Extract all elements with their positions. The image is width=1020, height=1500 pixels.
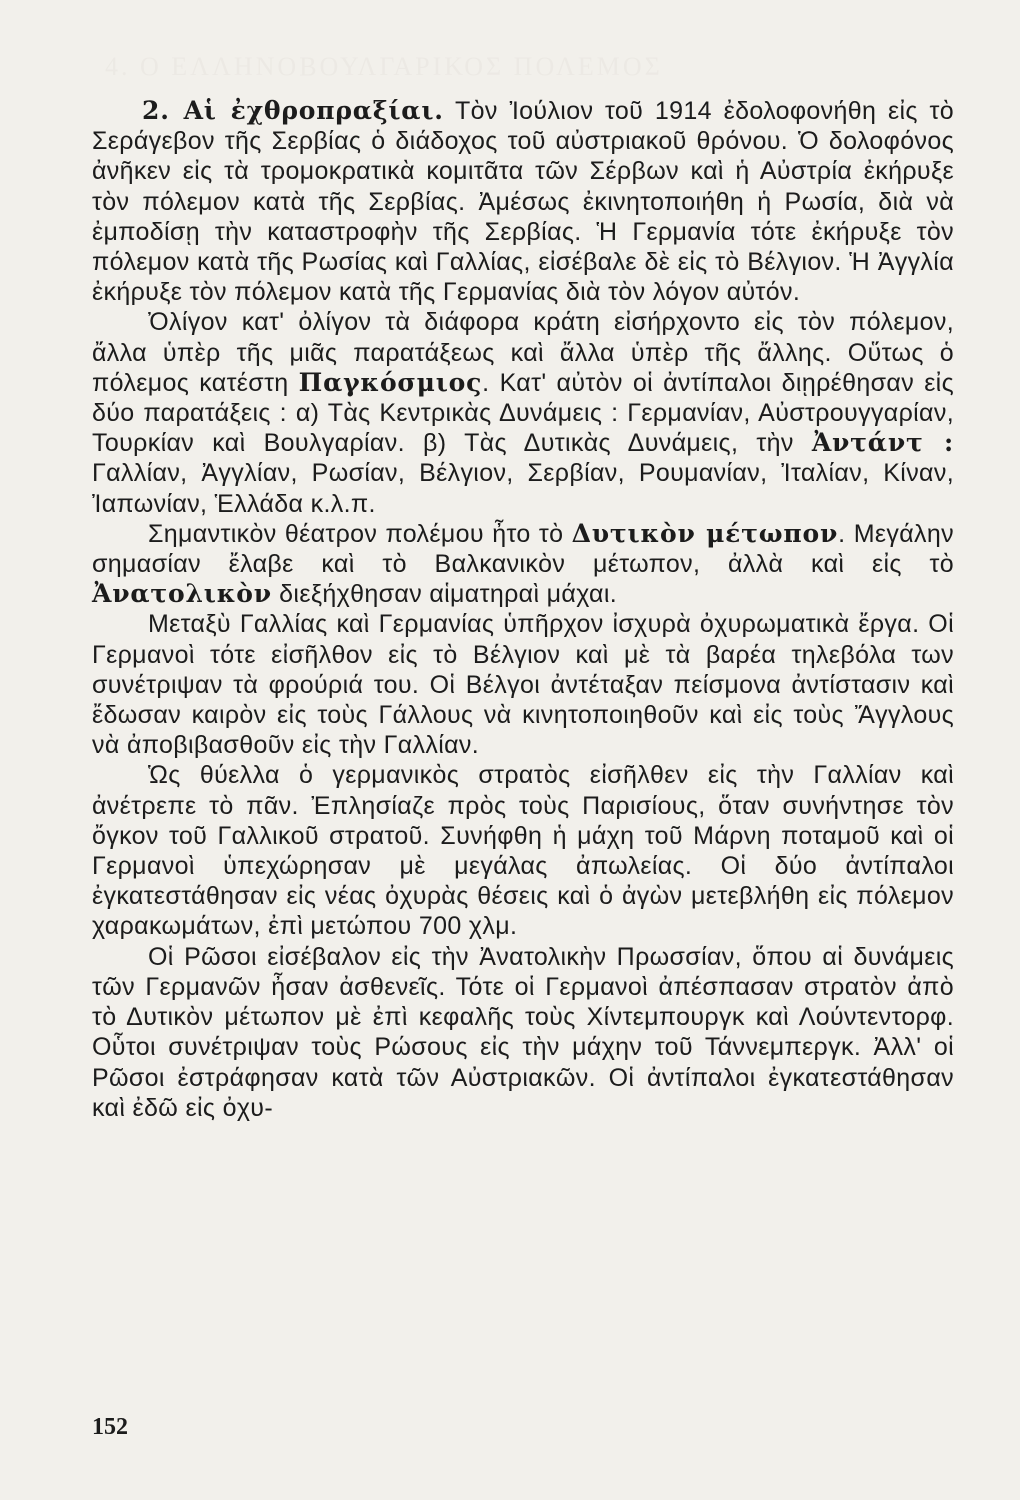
page-body [92, 96, 954, 1123]
paragraph-text: . Κατ' αὐτὸν οἱ ἀντίπαλοι διῃρέθησαν εἰς δύο παρατάξεις : α) Τὰς Κεντρικὰς Δυνάμεις : Γερμανίαν, Αὐστρουγγαρίαν, Τουρκίαν καὶ Βουλγαρίαν. β) Τὰς Δυτικὰς Δυνάμεις, τὴν [92, 368, 954, 458]
paragraph [92, 760, 954, 941]
bold-term: Παγκόσμιος [298, 367, 483, 397]
paragraph-text: Μεταξὺ Γαλλίας καὶ Γερμανίας ὑπῆρχον ἰσχυρὰ ὀχυρωματικὰ ἔργα. Οἱ Γερμανοὶ τότε εἰσῆλθον εἰς τὸ Βέλγιον καὶ μὲ τὰ βαρέα τηλεβόλα των συνέτριψαν τὰ φρούριά του. Οἱ Βέλγοι ἀντέταξαν πείσμονα ἀντίστασιν καὶ ἔδωσαν καιρὸν εἰς τοὺς Γάλλους νὰ κινητοποιηθοῦν καὶ εἰς τοὺς Ἄγγλους νὰ ἀποβιβασθοῦν εἰς τὴν Γαλλίαν. [92, 610, 954, 760]
paragraph-text: Ὀλίγον κατ' ὀλίγον τὰ διάφορα κράτη εἰσήρχοντο εἰς τὸν πόλεμον, ἄλλα ὑπὲρ τῆς μιᾶς παρατάξεως καὶ ἄλλα ὑπὲρ τῆς ἄλλης. Οὕτως ὁ πόλεμος κατέστη [92, 308, 954, 397]
paragraph [92, 609, 954, 760]
bold-term: Δυτικὸν μέτωπον [571, 518, 839, 548]
bold-term: Ἀνατολικὸν [92, 579, 272, 609]
page-number: 152 [92, 1414, 128, 1440]
paragraph [92, 519, 954, 610]
paragraph-text: Γαλλίαν, Ἀγγλίαν, Ρωσίαν, Βέλγιον, Σερβίαν, Ρουμανίαν, Ἰταλίαν, Κίναν, Ἰαπωνίαν, Ἑλλάδα κ.λ.π. [92, 459, 954, 518]
bleed-through-heading: 4. Ο ΕΛΛΗΝΟΒΟΥΛΓΑΡΙΚΟΣ ΠΟΛΕΜΟΣ [105, 52, 663, 81]
paragraph [92, 96, 954, 307]
paragraph [92, 307, 954, 518]
bold-term: Ἀντάντ : [811, 428, 954, 458]
paragraph-text: Τὸν Ἰούλιον τοῦ 1914 ἐδολοφονήθη εἰς τὸ Σεράγεβον τῆς Σερβίας ὁ διάδοχος τοῦ αὐστριακοῦ θρόνου. Ὁ δολοφόνος ἀνῆκεν εἰς τὰ τρομοκρατικὰ κομιτᾶτα τῶν Σέρβων καὶ ἡ Αὐστρία ἐκήρυξε τὸν πόλεμον κατὰ τῆς Σερβίας. Ἀμέσως ἐκινητοποιήθη ἡ Ρωσία, διὰ νὰ ἐμποδίσῃ τὴν καταστροφὴν τῆς Σερβίας. Ἡ Γερμανία τότε ἐκήρυξε τὸν πόλεμον κατὰ τῆς Ρωσίας καὶ Γαλλίας, εἰσέβαλε δὲ εἰς τὸ Βέλγιον. Ἡ Ἀγγλία ἐκήρυξε τὸν πόλεμον κατὰ τῆς Γερμανίας διὰ τὸν λόγον αὐτόν. [92, 97, 954, 307]
paragraph-text: Οἱ Ρῶσοι εἰσέβαλον εἰς τὴν Ἀνατολικὴν Πρωσσίαν, ὅπου αἱ δυνάμεις τῶν Γερμανῶν ἦσαν ἀσθενεῖς. Τότε οἱ Γερμανοὶ ἀπέσπασαν στρατὸν ἀπὸ τὸ Δυτικὸν μέτωπον μὲ ἐπὶ κεφαλῆς τοὺς Χίντεμπουργκ καὶ Λούντεντορφ. Οὗτοι συνέτριψαν τοὺς Ρώσους εἰς τὴν μάχην τοῦ Τάννεμπεργκ. Ἀλλ' οἱ Ρῶσοι ἐστράφησαν κατὰ τῶν Αὐστριακῶν. Οἱ ἀντίπαλοι ἐγκατεστάθησαν καὶ ἐδῶ εἰς ὀχυ- [92, 942, 954, 1122]
paragraph-text: διεξήχθησαν αἱματηραὶ μάχαι. [271, 580, 618, 609]
paragraph [92, 942, 954, 1123]
paragraph-text: Σημαντικὸν θέατρον πολέμου ἦτο τὸ [148, 519, 572, 548]
paragraph-text: . Μεγάλην σημασίαν ἔλαβε καὶ τὸ Βαλκανικὸν μέτωπον, ἀλλὰ καὶ εἰς τὸ [92, 519, 954, 579]
section-heading: 2. Αἱ ἐχθροπραξίαι. [142, 96, 444, 125]
paragraph-text: Ὡς θύελλα ὁ γερμανικὸς στρατὸς εἰσῆλθεν εἰς τὴν Γαλλίαν καὶ ἀνέτρεπε τὸ πᾶν. Ἐπλησίαζε πρὸς τοὺς Παρισίους, ὅταν συνήντησε τὸν ὄγκον τοῦ Γαλλικοῦ στρατοῦ. Συνήφθη ἡ μάχη τοῦ Μάρνη ποταμοῦ καὶ οἱ Γερμανοὶ ὑπεχώρησαν μὲ μεγάλας ἀπωλείας. Οἱ δύο ἀντίπαλοι ἐγκατεστάθησαν εἰς νέας ὀχυρὰς θέσεις καὶ ὁ ἀγὼν μετεβλήθη εἰς πόλεμον χαρακωμάτων, ἐπὶ μετώπου 700 χλμ. [92, 761, 954, 941]
